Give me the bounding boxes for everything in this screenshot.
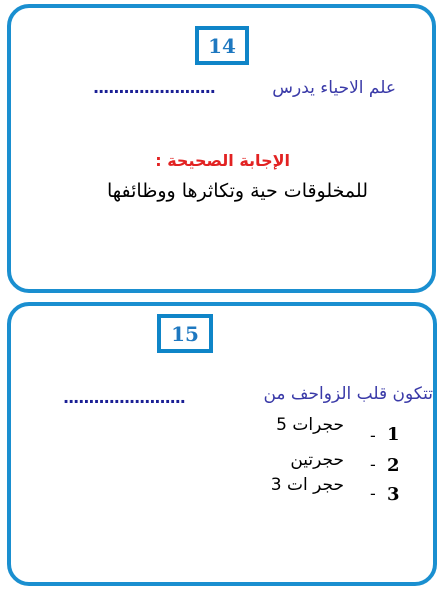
answer-blank: ........................ [63, 388, 185, 407]
option-number: 1 [387, 424, 400, 445]
answer-label: الإجابة الصحيحة : [155, 151, 290, 170]
answer-blank: ........................ [93, 78, 215, 97]
question-text: علم الاحياء يدرس [272, 78, 396, 98]
question-number: 14 [195, 26, 249, 65]
option-text: حجرات 5 [276, 415, 344, 435]
option-number: 2 [387, 455, 400, 476]
question-card-14 [7, 4, 436, 293]
option-dash: - [370, 484, 376, 503]
option-dash: - [370, 426, 376, 445]
option-text: حجر ات 3 [270, 475, 344, 495]
option-dash: - [370, 455, 376, 474]
question-text: تتكون قلب الزواحف من [263, 384, 433, 404]
answer-text: للمخلوقات حية وتكاثرها ووظائفها [106, 180, 368, 202]
question-number: 15 [157, 314, 213, 353]
option-number: 3 [387, 484, 400, 505]
question-card-15 [7, 302, 437, 586]
option-text: حجرتين [290, 450, 344, 470]
